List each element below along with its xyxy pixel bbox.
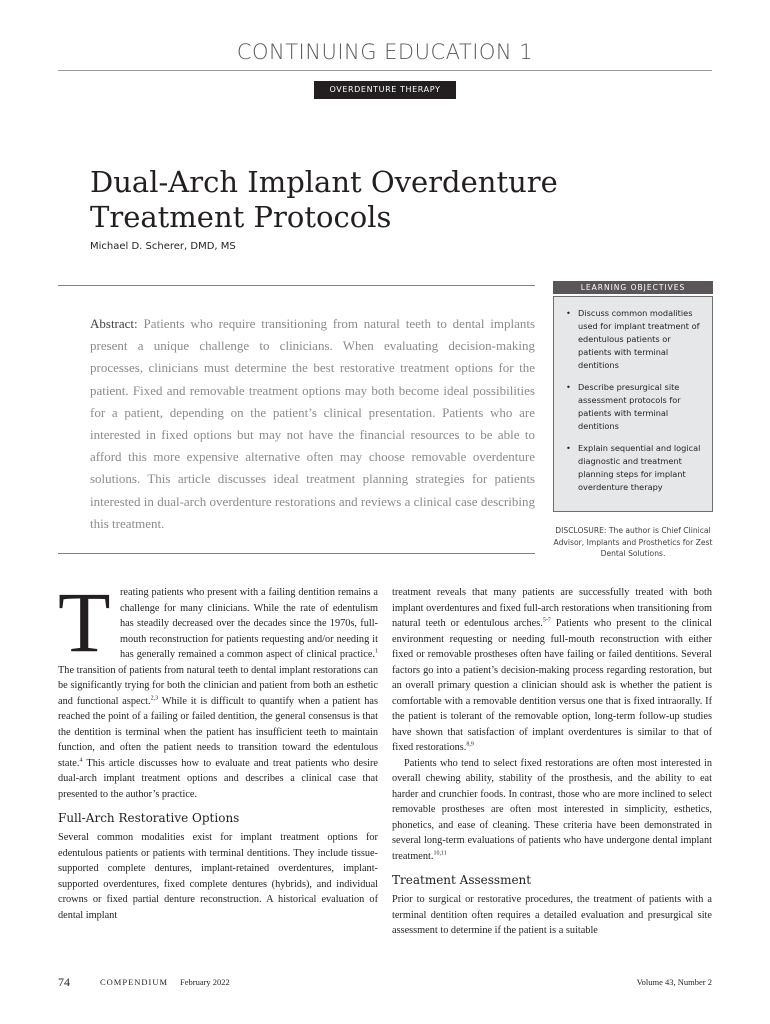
body-text: reating patients who present with a failing dentition remains a challenge for many clinicians. While the rate of edentulism has steadily decreased over the decades since the 1970s, full-mouth reconstruction for patients requesting and/or needing it has generally remained a common aspect of clinical practice. xyxy=(120,587,378,660)
learning-objectives-header: LEARNING OBJECTIVES xyxy=(553,281,713,294)
body-paragraph xyxy=(392,756,712,865)
body-text: The transition of patients from natural teeth to dental implant restorations can be significantly trying for both the clinician and patient from both an esthetic and functional aspect. xyxy=(58,664,378,707)
body-text: This article discusses how to evaluate and treat patients who desire dual-arch implant treatment options and describes a clinical case that presented to the author’s practice. xyxy=(58,757,378,800)
abstract-top-divider xyxy=(58,285,535,286)
journal-name: COMPENDIUM xyxy=(100,977,169,987)
body-paragraph xyxy=(58,574,378,802)
body-text: treatment reveals that many patients are successfully treated with both implant overdentures and fixed full-arch restorations when transitioning from natural teeth or edentulous arches. xyxy=(392,587,712,629)
volume-number: Volume 43, Number 2 xyxy=(636,977,712,987)
bullet-icon: • xyxy=(566,308,571,318)
body-paragraph: Several common modalities exist for implant treatment options for edentulous patients or patients with terminal dentitions. They include tissue-supported complete dentures, implant-retained overdentures, implant-supported overdentures, fixed complete dentures (hybrids), and individual crowns or fixed partial denture reconstruction. A historical evaluation of dental implant xyxy=(58,832,378,921)
title-line-2: Treatment Protocols xyxy=(90,200,392,234)
category-badge: OVERDENTURE THERAPY xyxy=(314,81,456,99)
bullet-icon: • xyxy=(566,382,571,392)
reference-marker: 4 xyxy=(79,757,83,764)
abstract xyxy=(90,313,535,535)
abstract-text: Patients who require transitioning from natural teeth to dental implants present a unique challenge to clinicians. When evaluating decision-making processes, clinicians must determine the best restorative treatment options for the patient. Fixed and removable treatment options may both become ideal possibilities for a patient, depending on the patient’s clinical presentation. Patients who are interested in fixed options but may not have the financial resources to be able to afford this more expensive alternative often may choose removable overdenture solutions. This article discusses ideal treatment planning strategies for patients interested in dual-arch overdenture restorations and reviews a clinical case describing this treatment. xyxy=(90,316,536,531)
bullet-icon: • xyxy=(566,443,571,453)
abstract-label: Abstract: xyxy=(90,316,138,331)
body-column-right xyxy=(392,585,712,939)
body-text: Patients who present to the clinical environment requesting or needing full-mouth reconstruction with either fixed or removable prostheses often have failing or failed dentitions. Several factors go into a patient’s decision-making process regarding restoration, but an overall primary question a clinician should ask is whether the patient is comfortable with a removable dentition versus one that is fixed intraorally. If the patient is tolerant of the removable option, long-term follow-up studies have shown that satisfaction of implant overdentures is similar to that of fixed restorations. xyxy=(392,618,712,753)
disclosure-note: DISCLOSURE: The author is Chief Clinical Advisor, Implants and Prosthetics for Zest Dental Solutions. xyxy=(553,526,713,558)
learning-objective-item xyxy=(564,381,702,433)
section-heading: Full-Arch Restorative Options xyxy=(58,811,240,825)
body-column-left xyxy=(58,574,378,923)
body-text: While it is difficult to quantify when a patient has reached the point of a failing or failed dentition, the general consensus is that the dentition is terminal when the patient has insufficient teeth to maintain function, and often the patient needs to transition toward the edentulous state. xyxy=(58,695,378,769)
learning-objective-text: Explain sequential and logical diagnostic and treatment planning steps for implant overdenture therapy xyxy=(578,443,701,492)
learning-objective-text: Discuss common modalities used for implant treatment of edentulous patients or patients with terminal dentitions xyxy=(578,308,700,370)
header-divider xyxy=(58,70,712,71)
title-line-1: Dual-Arch Implant Overdenture xyxy=(90,165,558,199)
learning-objective-item xyxy=(564,307,702,372)
reference-marker: 10,11 xyxy=(433,850,447,857)
learning-objective-text: Describe presurgical site assessment protocols for patients with terminal dentitions xyxy=(578,382,681,431)
body-text: Patients who tend to select fixed restorations are often most interested in overall chewing ability, stability of the prosthesis, and the ability to eat harder and crunchier foods. In contrast, those who are more inclined to select removable prostheses are often most interested in simplicity, esthetics, phonetics, and ease of cleaning. These criteria have been demonstrated in several long-term evaluations of patients who have undergone dental implant treatment. xyxy=(392,757,712,862)
body-paragraph xyxy=(392,585,712,756)
learning-objective-item xyxy=(564,442,702,494)
reference-marker: 8,9 xyxy=(466,741,474,748)
reference-marker: 5-7 xyxy=(542,617,551,624)
reference-marker: 2,3 xyxy=(150,695,159,702)
body-paragraph: Prior to surgical or restorative procedures, the treatment of patients with a terminal dentition often requires a detailed evaluation and presurgical site assessment to determine if the patient is a suitable xyxy=(392,894,712,936)
learning-objectives-box xyxy=(553,296,713,512)
section-heading: Treatment Assessment xyxy=(392,873,532,887)
drop-cap: T xyxy=(58,574,111,670)
learning-objectives-list xyxy=(564,307,702,494)
abstract-bottom-divider xyxy=(58,553,535,554)
article-title xyxy=(90,165,650,235)
section-title: CONTINUING EDUCATION 1 xyxy=(236,40,534,64)
reference-marker: 1 xyxy=(375,648,378,655)
issue-date: February 2022 xyxy=(180,977,230,987)
author-byline: Michael D. Scherer, DMD, MS xyxy=(90,241,236,252)
page-number: 74 xyxy=(58,975,70,989)
